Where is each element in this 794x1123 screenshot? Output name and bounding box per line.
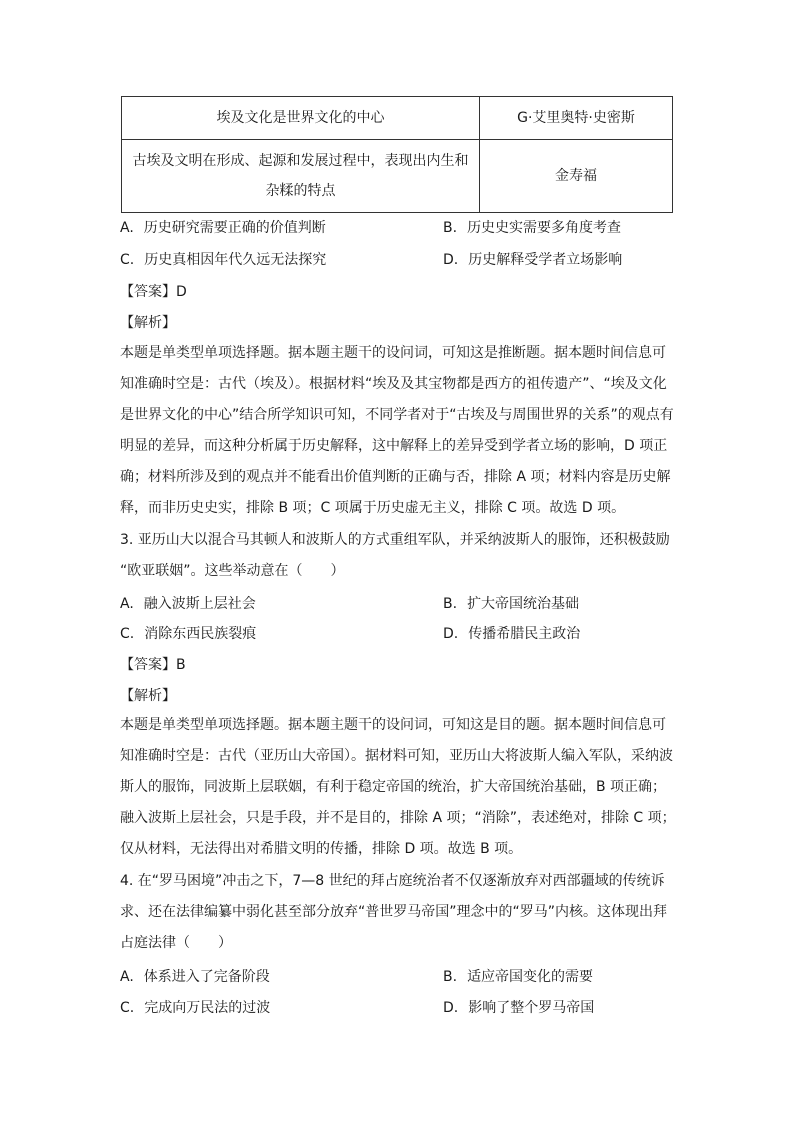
q2-option-a: A. 历史研究需要正确的价值判断 xyxy=(120,220,326,236)
analysis-line: 知准确时空是：古代（亚历山大帝国）。据材料可知，亚历山大将波斯人编入军队，采纳波 xyxy=(120,748,673,764)
analysis-line: 本题是单类型单项选择题。据本题主题干的设问词，可知这是目的题。据本题时间信息可 xyxy=(120,717,666,733)
analysis-line: 释，而非历史史实，排除 B 项；C 项属于历史虚无主义，排除 C 项。故选 D 项。 xyxy=(120,500,626,516)
table-row xyxy=(122,97,673,140)
q3-analysis-label: 【解析】 xyxy=(120,688,176,704)
q4-option-c: C. 完成向万民法的过波 xyxy=(120,1000,271,1016)
table-cell-author: G·艾里奥特·史密斯 xyxy=(480,97,673,140)
q4-option-b: B. 适应帝国变化的需要 xyxy=(443,969,594,985)
q4-option-a: A. 体系进入了完备阶段 xyxy=(120,969,270,985)
q3-option-a: A. 融入波斯上层社会 xyxy=(120,596,256,612)
analysis-line: 仅从材料，无法得出对希腊文明的传播，排除 D 项。故选 B 项。 xyxy=(120,841,523,857)
q3-answer: 【答案】B xyxy=(120,657,186,673)
table-cell-view: 古埃及文明在形成、起源和发展过程中，表现出内生和杂糅的特点 xyxy=(122,140,480,213)
q2-answer: 【答案】D xyxy=(120,284,187,300)
q3-analysis xyxy=(120,710,680,865)
analysis-line: 融入波斯上层社会，只是手段，并不是目的，排除 A 项；“消除”，表述绝对，排除 C 项； xyxy=(120,810,676,826)
stem-line: 占庭法律（ ） xyxy=(120,935,232,951)
stem-line: “欧亚联姻”。这些举动意在（ ） xyxy=(120,563,345,579)
analysis-line: 明显的差异，而这种分析属于历史解释，这中解释上的差异受到学者立场的影响，D 项正 xyxy=(120,438,668,454)
q2-option-d: D. 历史解释受学者立场影响 xyxy=(443,252,623,268)
q4-option-d: D. 影响了整个罗马帝国 xyxy=(443,1000,595,1016)
q3-stem xyxy=(120,525,680,587)
stem-line: 求、还在法律编纂中弱化甚至部分放弃“普世罗马帝国”理念中的“罗马”内核。这体现出拜 xyxy=(120,904,668,920)
analysis-line: 确；材料所涉及到的观点并不能看出价值判断的正确与否，排除 A 项；材料内容是历史解 xyxy=(120,469,671,485)
q4-stem xyxy=(120,866,680,959)
q2-analysis-label: 【解析】 xyxy=(120,315,176,331)
q3-option-b: B. 扩大帝国统治基础 xyxy=(443,596,580,612)
stem-line: 4. 在“罗马困境”冲击之下，7—8 世纪的拜占庭统治者不仅逐渐放弃对西部疆域的传统诉 xyxy=(120,873,665,889)
source-table xyxy=(121,96,673,213)
stem-line: 3. 亚历山大以混合马其顿人和波斯人的方式重组军队，并采纳波斯人的服饰，还积极鼓励 xyxy=(120,532,670,548)
table-row xyxy=(122,140,673,213)
analysis-line: 是世界文化的中心”结合所学知识可知，不同学者对于“古埃及与周围世界的关系”的观点有 xyxy=(120,407,674,423)
q2-option-b: B. 历史史实需要多角度考查 xyxy=(443,220,622,236)
table-cell-author: 金寿福 xyxy=(480,140,673,213)
analysis-line: 斯人的服饰，同波斯上层联姻，有利于稳定帝国的统治，扩大帝国统治基础，B 项正确； xyxy=(120,779,667,795)
q2-analysis xyxy=(120,338,680,524)
analysis-line: 知准确时空是：古代（埃及）。根据材料“埃及及其宝物都是西方的祖传遗产”、“埃及文化 xyxy=(120,376,667,392)
q2-option-c: C. 历史真相因年代久远无法探究 xyxy=(120,252,327,268)
analysis-line: 本题是单类型单项选择题。据本题主题干的设问词，可知这是推断题。据本题时间信息可 xyxy=(120,345,666,361)
q3-option-d: D. 传播希腊民主政治 xyxy=(443,626,581,642)
q3-option-c: C. 消除东西民族裂痕 xyxy=(120,626,257,642)
table-cell-view: 埃及文化是世界文化的中心 xyxy=(122,97,480,140)
